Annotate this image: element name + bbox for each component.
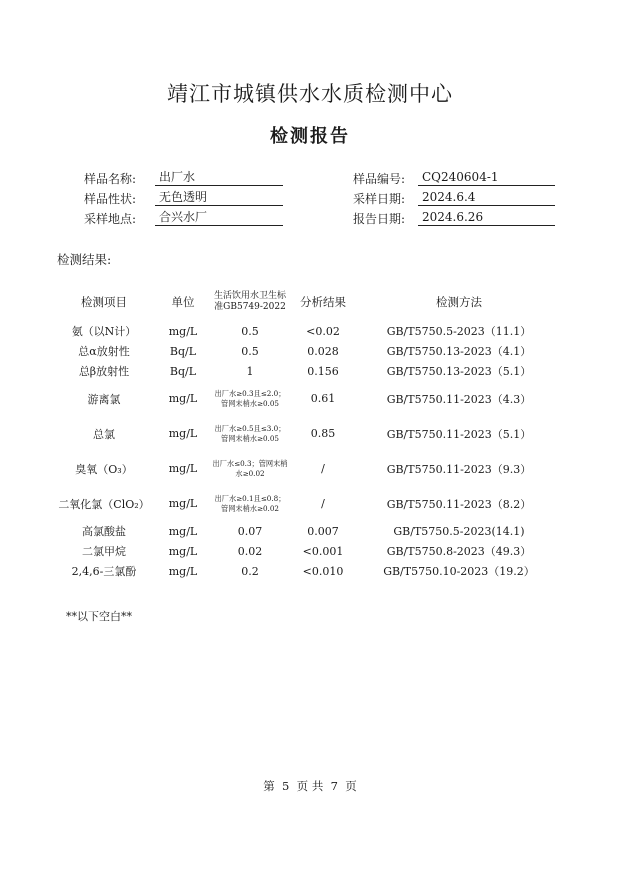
row-result: <0.001 [302, 544, 344, 558]
header-method: 检测方法 [436, 295, 482, 309]
row-result: <0.02 [306, 324, 340, 338]
row-item: 2,4,6-三氯酚 [71, 565, 137, 578]
row-result: / [321, 462, 325, 475]
row-result: 0.61 [310, 392, 336, 405]
row-unit: mg/L [168, 544, 198, 558]
row-standard: 出厂水≤0.3；管网末梢水≥0.02 [212, 458, 288, 478]
header-unit: 单位 [171, 295, 195, 309]
page-label-prefix: 第 [263, 779, 275, 793]
row-result: 0.85 [310, 427, 336, 440]
results-table [54, 283, 560, 581]
row-item: 臭氧（O₃） [75, 462, 133, 476]
page-total: 7 [330, 779, 338, 793]
row-standard: 0.2 [241, 564, 259, 578]
page-label-middle: 页 共 [296, 779, 324, 793]
table-row [54, 486, 560, 521]
row-unit: mg/L [168, 524, 198, 538]
row-method: GB/T5750.11-2023（4.3） [386, 392, 532, 406]
header-item: 检测项目 [81, 295, 127, 309]
sample-traits-value: 无色透明 [155, 190, 283, 206]
row-method: GB/T5750.8-2023（49.3） [386, 545, 532, 558]
table-row [54, 561, 560, 581]
table-row [54, 521, 560, 541]
row-unit: mg/L [168, 427, 198, 440]
row-item: 氨（以N计） [71, 325, 137, 338]
row-method: GB/T5750.5-2023(14.1) [393, 524, 525, 538]
sample-traits-label: 样品性状: [84, 192, 137, 206]
report-date-value: 2024.6.26 [418, 210, 555, 226]
row-method: GB/T5750.13-2023（5.1） [386, 365, 532, 378]
row-method: GB/T5750.11-2023（5.1） [386, 427, 532, 441]
row-standard: 出厂水≥0.3且≤2.0；管网末梢水≥0.05 [214, 388, 286, 408]
report-title: 检测报告 [270, 126, 350, 147]
row-item: 高氯酸盐 [82, 525, 126, 538]
row-unit: mg/L [168, 564, 198, 578]
row-unit: mg/L [168, 324, 198, 338]
sampling-site-value: 合兴水厂 [155, 210, 283, 226]
page-footer [0, 778, 620, 794]
row-method: GB/T5750.10-2023（19.2） [383, 565, 535, 578]
row-result: / [321, 497, 325, 510]
row-item: 游离氯 [87, 392, 121, 406]
table-header-row [54, 283, 560, 321]
row-unit: Bq/L [169, 364, 197, 378]
row-standard: 0.5 [241, 324, 259, 338]
table-row [54, 321, 560, 341]
page-current: 5 [282, 779, 290, 793]
sample-name-label: 样品名称: [84, 172, 137, 186]
row-unit: mg/L [168, 462, 198, 475]
row-standard: 0.02 [237, 544, 263, 558]
header-result: 分析结果 [300, 295, 346, 309]
sampling-date-value: 2024.6.4 [418, 190, 555, 206]
table-row [54, 341, 560, 361]
row-unit: Bq/L [169, 344, 197, 358]
row-standard: 0.5 [241, 344, 259, 358]
table-row [54, 361, 560, 381]
report-date-label: 报告日期: [353, 212, 406, 226]
table-row [54, 381, 560, 416]
sampling-site-label: 采样地点: [84, 212, 137, 226]
row-item: 总β放射性 [78, 365, 130, 378]
row-standard: 出厂水≥0.1且≤0.8；管网末梢水≥0.02 [214, 493, 286, 513]
table-row [54, 451, 560, 486]
sample-no-label: 样品编号: [353, 172, 406, 186]
results-title: 检测结果: [57, 252, 112, 267]
row-method: GB/T5750.5-2023（11.1） [386, 325, 532, 338]
row-item: 总氯 [93, 427, 115, 441]
row-standard: 0.07 [237, 524, 263, 538]
row-result: 0.156 [307, 364, 339, 378]
row-unit: mg/L [168, 497, 198, 510]
page-label-suffix: 页 [345, 779, 357, 793]
header-standard: 生活饮用水卫生标准GB5749-2022 [213, 291, 286, 312]
row-standard: 1 [246, 364, 254, 378]
row-item: 总α放射性 [78, 345, 130, 358]
organization-title: 靖江市城镇供水水质检测中心 [167, 82, 453, 106]
row-result: 0.007 [307, 524, 339, 538]
row-item: 二氯甲烷 [82, 545, 126, 558]
row-method: GB/T5750.13-2023（4.1） [386, 345, 532, 358]
table-row [54, 416, 560, 451]
sample-name-value: 出厂水 [155, 170, 283, 186]
sample-no-value: CQ240604-1 [418, 170, 555, 186]
row-item: 二氧化氯（ClO₂） [58, 497, 150, 511]
row-method: GB/T5750.11-2023（9.3） [386, 462, 532, 476]
row-result: <0.010 [302, 564, 344, 578]
sampling-date-label: 采样日期: [353, 192, 406, 206]
blank-below-note: **以下空白** [66, 610, 132, 623]
row-unit: mg/L [168, 392, 198, 405]
table-row [54, 541, 560, 561]
row-result: 0.028 [307, 344, 339, 358]
row-method: GB/T5750.11-2023（8.2） [386, 497, 532, 511]
row-standard: 出厂水≥0.5且≤3.0；管网末梢水≥0.05 [214, 423, 286, 443]
